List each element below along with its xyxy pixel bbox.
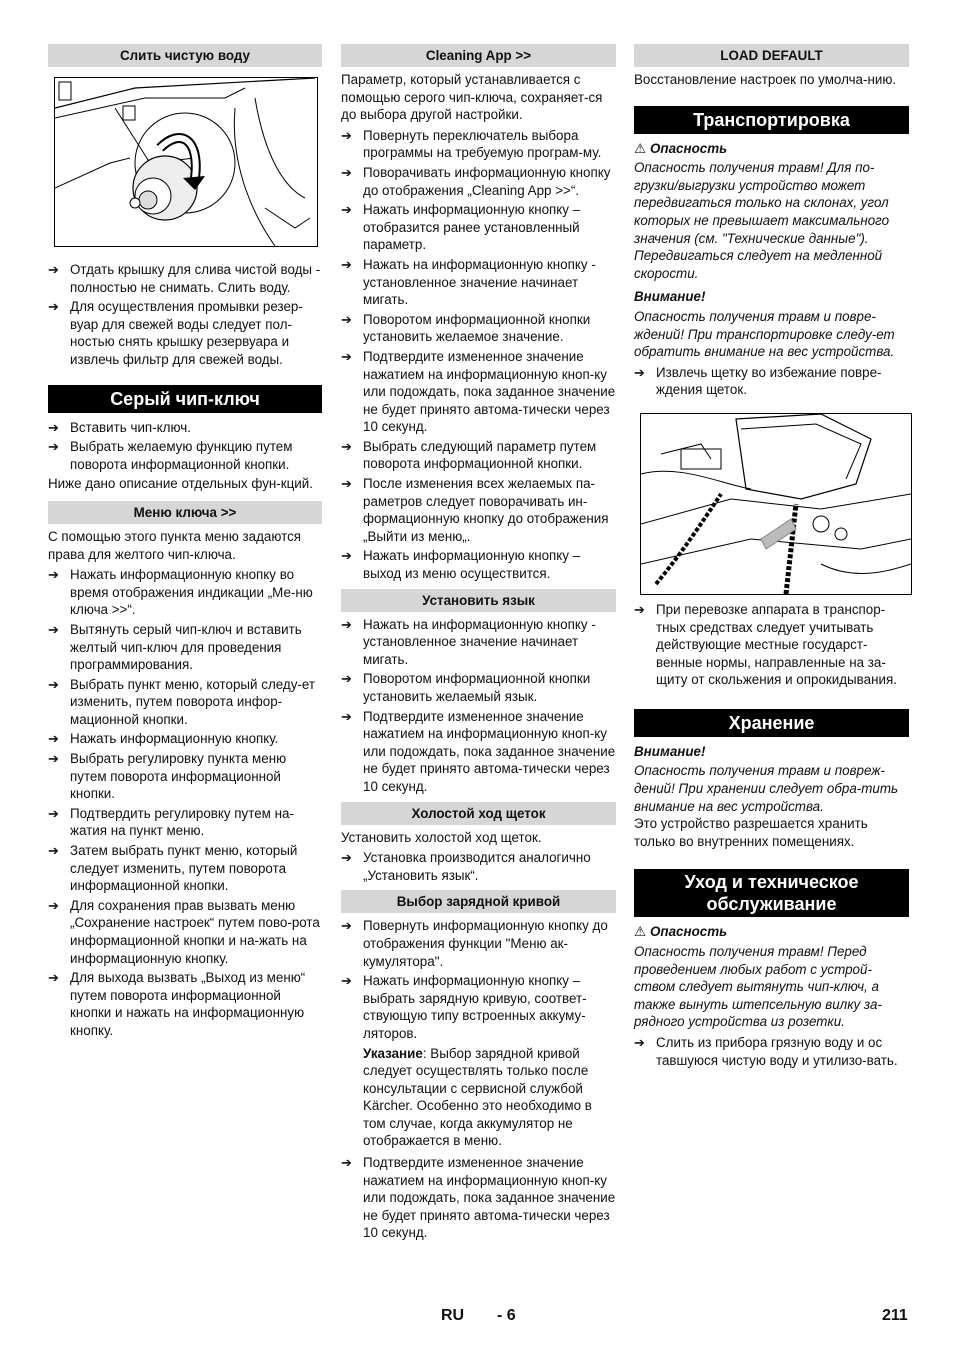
arrow-icon: ➔ xyxy=(634,1035,645,1050)
danger-text: Опасность получения травм! Перед проведением любых работ с устрой-ством следует вытянуть чип-ключ, а также вынуть штепсельную вилку за-рядного устройства из розетки. xyxy=(634,944,882,1030)
list-item: ➔ Нажать информационную кнопку – выбрать зарядную кривую, соответ-ствующую типу встроенных аккуму-ляторов. xyxy=(341,973,587,1041)
drain-cap-illustration xyxy=(55,78,317,246)
attention-text: Опасность получения травм и повре-ждений! При транспортировке следу-ет обратить внимание на вес устройства. xyxy=(634,308,895,360)
list-item: ➔ Нажать информационную кнопку – выход из меню осуществится. xyxy=(341,548,581,582)
list-item: ➔ Нажать информационную кнопку. xyxy=(48,731,279,747)
column-middle xyxy=(341,44,616,1244)
section-heading-cleaning-app: Cleaning App >> xyxy=(341,44,616,67)
paragraph: Параметр, который устанавливается с помощью серого чип-ключа, сохраняет-ся до выбора другой настройки. xyxy=(341,72,603,123)
list-item: ➔ Выбрать желаемую функцию путем поворота информационной кнопки. xyxy=(48,439,293,472)
arrow-icon: ➔ xyxy=(341,164,352,180)
list-item: ➔ Слить из прибора грязную воду и ос тавшуюся чистую воду и утилизо-вать. xyxy=(634,1035,898,1068)
arrow-icon: ➔ xyxy=(48,897,59,913)
arrow-icon: ➔ xyxy=(48,621,59,637)
list-item: ➔ Нажать информационную кнопку во время отображения индикации „Ме-ню ключа >>“. xyxy=(48,567,313,618)
list-item: ➔ Повернуть переключатель выбора программы на требуемую програм-му. xyxy=(341,127,602,161)
note-text: : Выбор зарядной кривой следует осуществлять только после консультации с сервисной службой Kärcher. Особенно это необходимо в том случае, когда аккумулятор не отображается в меню. xyxy=(363,1045,592,1149)
arrow-icon: ➔ xyxy=(341,850,352,866)
arrow-icon: ➔ xyxy=(48,970,59,986)
arrow-icon: ➔ xyxy=(341,127,352,143)
list-item: ➔ Для осуществления промывки резер-вуар для свежей воды следует пол-ностью снять крышку резервуара и извлечь фильтр для свежей воды. xyxy=(48,299,303,367)
list-item: ➔ Поворачивать информационную кнопку до отображения „Cleaning App >>“. xyxy=(341,164,611,198)
figure-transport xyxy=(640,413,912,595)
section-heading-load-default: LOAD DEFAULT xyxy=(634,44,909,67)
arrow-icon: ➔ xyxy=(341,548,352,564)
attention-text: Опасность получения травм и повреж-дений! При хранении следует обра-тить внимание на вес устройства. xyxy=(634,763,899,814)
list-item: ➔ Вытянуть серый чип-ключ и вставить желтый чип-ключ для проведения программирования. xyxy=(48,621,302,673)
section-heading-set-language: Установить язык xyxy=(341,589,616,612)
list-item: ➔ Нажать информационную кнопку – отобразится ранее установленный параметр. xyxy=(341,202,581,253)
transport-illustration xyxy=(641,414,911,594)
list-item: ➔ Для выхода вызвать „Выход из меню“ путем поворота информационной кнопки и нажать на информационную кнопку. xyxy=(48,970,306,1038)
list-item: ➔ Нажать на информационную кнопку - установленное значение начинает мигать. xyxy=(341,616,596,667)
paragraph: С помощью этого пункта меню задаются права для желтого чип-ключа. xyxy=(48,528,302,562)
list-item: ➔ Выбрать регулировку пункта меню путем поворота информационной кнопки. xyxy=(48,751,287,802)
arrow-icon: ➔ xyxy=(48,751,59,767)
arrow-icon: ➔ xyxy=(48,567,59,583)
arrow-icon: ➔ xyxy=(341,918,352,934)
note-label: Указание xyxy=(363,1045,423,1061)
column-left xyxy=(48,44,322,1042)
list-item: ➔ Подтвердить регулировку путем на-жатия на пункт меню. xyxy=(48,805,294,839)
paragraph: Восстановление настроек по умолча-нию. xyxy=(634,72,897,87)
arrow-icon: ➔ xyxy=(48,731,59,747)
section-heading-storage: Хранение xyxy=(634,709,909,737)
section-heading-brush-idle: Холостой ход щеток xyxy=(341,802,616,825)
figure-drain-cap xyxy=(54,77,318,247)
section-heading-drain-clean-water: Слить чистую воду xyxy=(48,44,322,67)
footer-language: RU xyxy=(441,1307,465,1324)
danger-text: Опасность получения травм! Для по-грузки/выгрузки устройство может передвигаться только на склонах, угол которых не превышает максимального значения (см. "Технические данные"). Передвигаться следует на медленной скорости. xyxy=(634,160,890,281)
arrow-icon: ➔ xyxy=(48,805,59,821)
arrow-icon: ➔ xyxy=(634,364,645,380)
list-item: ➔ Выбрать пункт меню, который следу-ет изменить, путем поворота инфор-мационной кнопки. xyxy=(48,676,316,727)
note-paragraph xyxy=(341,1045,616,1151)
list-item: ➔ Вставить чип-ключ. xyxy=(48,419,191,435)
section-heading-charge-curve: Выбор зарядной кривой xyxy=(341,890,616,913)
list-item: ➔ Затем выбрать пункт меню, который следует изменить, путем поворота информационной кнопки. xyxy=(48,843,298,894)
warning-triangle-icon: ⚠ xyxy=(634,140,647,156)
footer-page-number: 211 xyxy=(882,1307,908,1324)
arrow-icon: ➔ xyxy=(341,311,352,327)
section-heading-gray-chip-key: Серый чип-ключ xyxy=(48,385,322,413)
paragraph: Установить холостой ход щеток. xyxy=(341,829,542,845)
warning-triangle-icon: ⚠ xyxy=(634,924,647,940)
list-item: ➔ Выбрать следующий параметр путем поворота информационной кнопки. xyxy=(341,438,597,472)
list-item: ➔ Подтвердите измененное значение нажатием на информационную кноп-ку или подождать, пока заданное значение не будет принято автома-тически через 10 секунд. xyxy=(341,348,616,435)
paragraph: Ниже дано описание отдельных фун-кций. xyxy=(48,476,313,492)
section-heading-maintenance: Уход и техническое обслуживание xyxy=(634,869,909,917)
paragraph: Это устройство разрешается хранить только во внутренних помещениях. xyxy=(634,816,868,849)
list-item: ➔ Нажать на информационную кнопку - установленное значение начинает мигать. xyxy=(341,256,596,308)
arrow-icon: ➔ xyxy=(341,708,352,724)
attention-heading: Внимание! xyxy=(634,743,706,759)
list-item: ➔ Поворотом информационной кнопки установить желаемый язык. xyxy=(341,671,591,704)
arrow-icon: ➔ xyxy=(48,843,59,859)
footer-section-page: - 6 xyxy=(497,1307,516,1324)
arrow-icon: ➔ xyxy=(341,973,352,989)
list-item: ➔ Для сохранения прав вызвать меню „Сохранение настроек“ путем пово-рота информационной кнопки и на-жать на информационную кнопку. xyxy=(48,897,320,966)
arrow-icon: ➔ xyxy=(341,476,352,492)
list-item: ➔ При перевозке аппарата в транспор-тных средствах следует учитывать действующие местные государст-венные нормы, направленные на за-щиту от скольжения и опрокидывания. xyxy=(634,601,897,688)
danger-heading: ⚠ Опасность xyxy=(634,924,728,940)
arrow-icon: ➔ xyxy=(48,419,59,435)
list-item: ➔ Повернуть информационную кнопку до отображения функции "Меню ак-кумулятора". xyxy=(341,918,608,969)
list-item: ➔ Отдать крышку для слива чистой воды - полностью не снимать. Слить воду. xyxy=(48,262,321,295)
arrow-icon: ➔ xyxy=(341,671,352,687)
arrow-icon: ➔ xyxy=(341,348,352,364)
list-item: ➔ Установка производится аналогично „Установить язык“. xyxy=(341,850,591,883)
list-item: ➔ Подтвердите измененное значение нажатием на информационную кноп-ку или подождать, пока заданное значение не будет принято автома-тически через 10 секунд. xyxy=(341,708,616,794)
column-right xyxy=(634,44,909,1071)
danger-heading: ⚠ Опасность xyxy=(634,140,728,156)
arrow-icon: ➔ xyxy=(341,1155,352,1171)
list-item: ➔ Подтвердите измененное значение нажатием на информационную кноп-ку или подождать, пока заданное значение не будет принято автома-тически через 10 секунд. xyxy=(341,1155,616,1241)
arrow-icon: ➔ xyxy=(341,202,352,218)
arrow-icon: ➔ xyxy=(341,438,352,454)
arrow-icon: ➔ xyxy=(48,262,59,277)
list-item: ➔ Извлечь щетку во избежание повре-ждения щеток. xyxy=(634,364,882,398)
arrow-icon: ➔ xyxy=(341,256,352,272)
arrow-icon: ➔ xyxy=(48,439,59,455)
section-heading-key-menu: Меню ключа >> xyxy=(48,501,322,524)
arrow-icon: ➔ xyxy=(48,299,59,315)
section-heading-transport: Транспортировка xyxy=(634,106,909,134)
list-item: ➔ После изменения всех желаемых па-раметров следует поворачивать ин-формационную кнопку до отображения „Выйти из меню„. xyxy=(341,476,609,544)
attention-heading: Внимание! xyxy=(634,289,706,305)
arrow-icon: ➔ xyxy=(634,601,645,617)
list-item: ➔ Поворотом информационной кнопки установить желаемое значение. xyxy=(341,311,591,345)
arrow-icon: ➔ xyxy=(48,676,59,692)
arrow-icon: ➔ xyxy=(341,616,352,632)
